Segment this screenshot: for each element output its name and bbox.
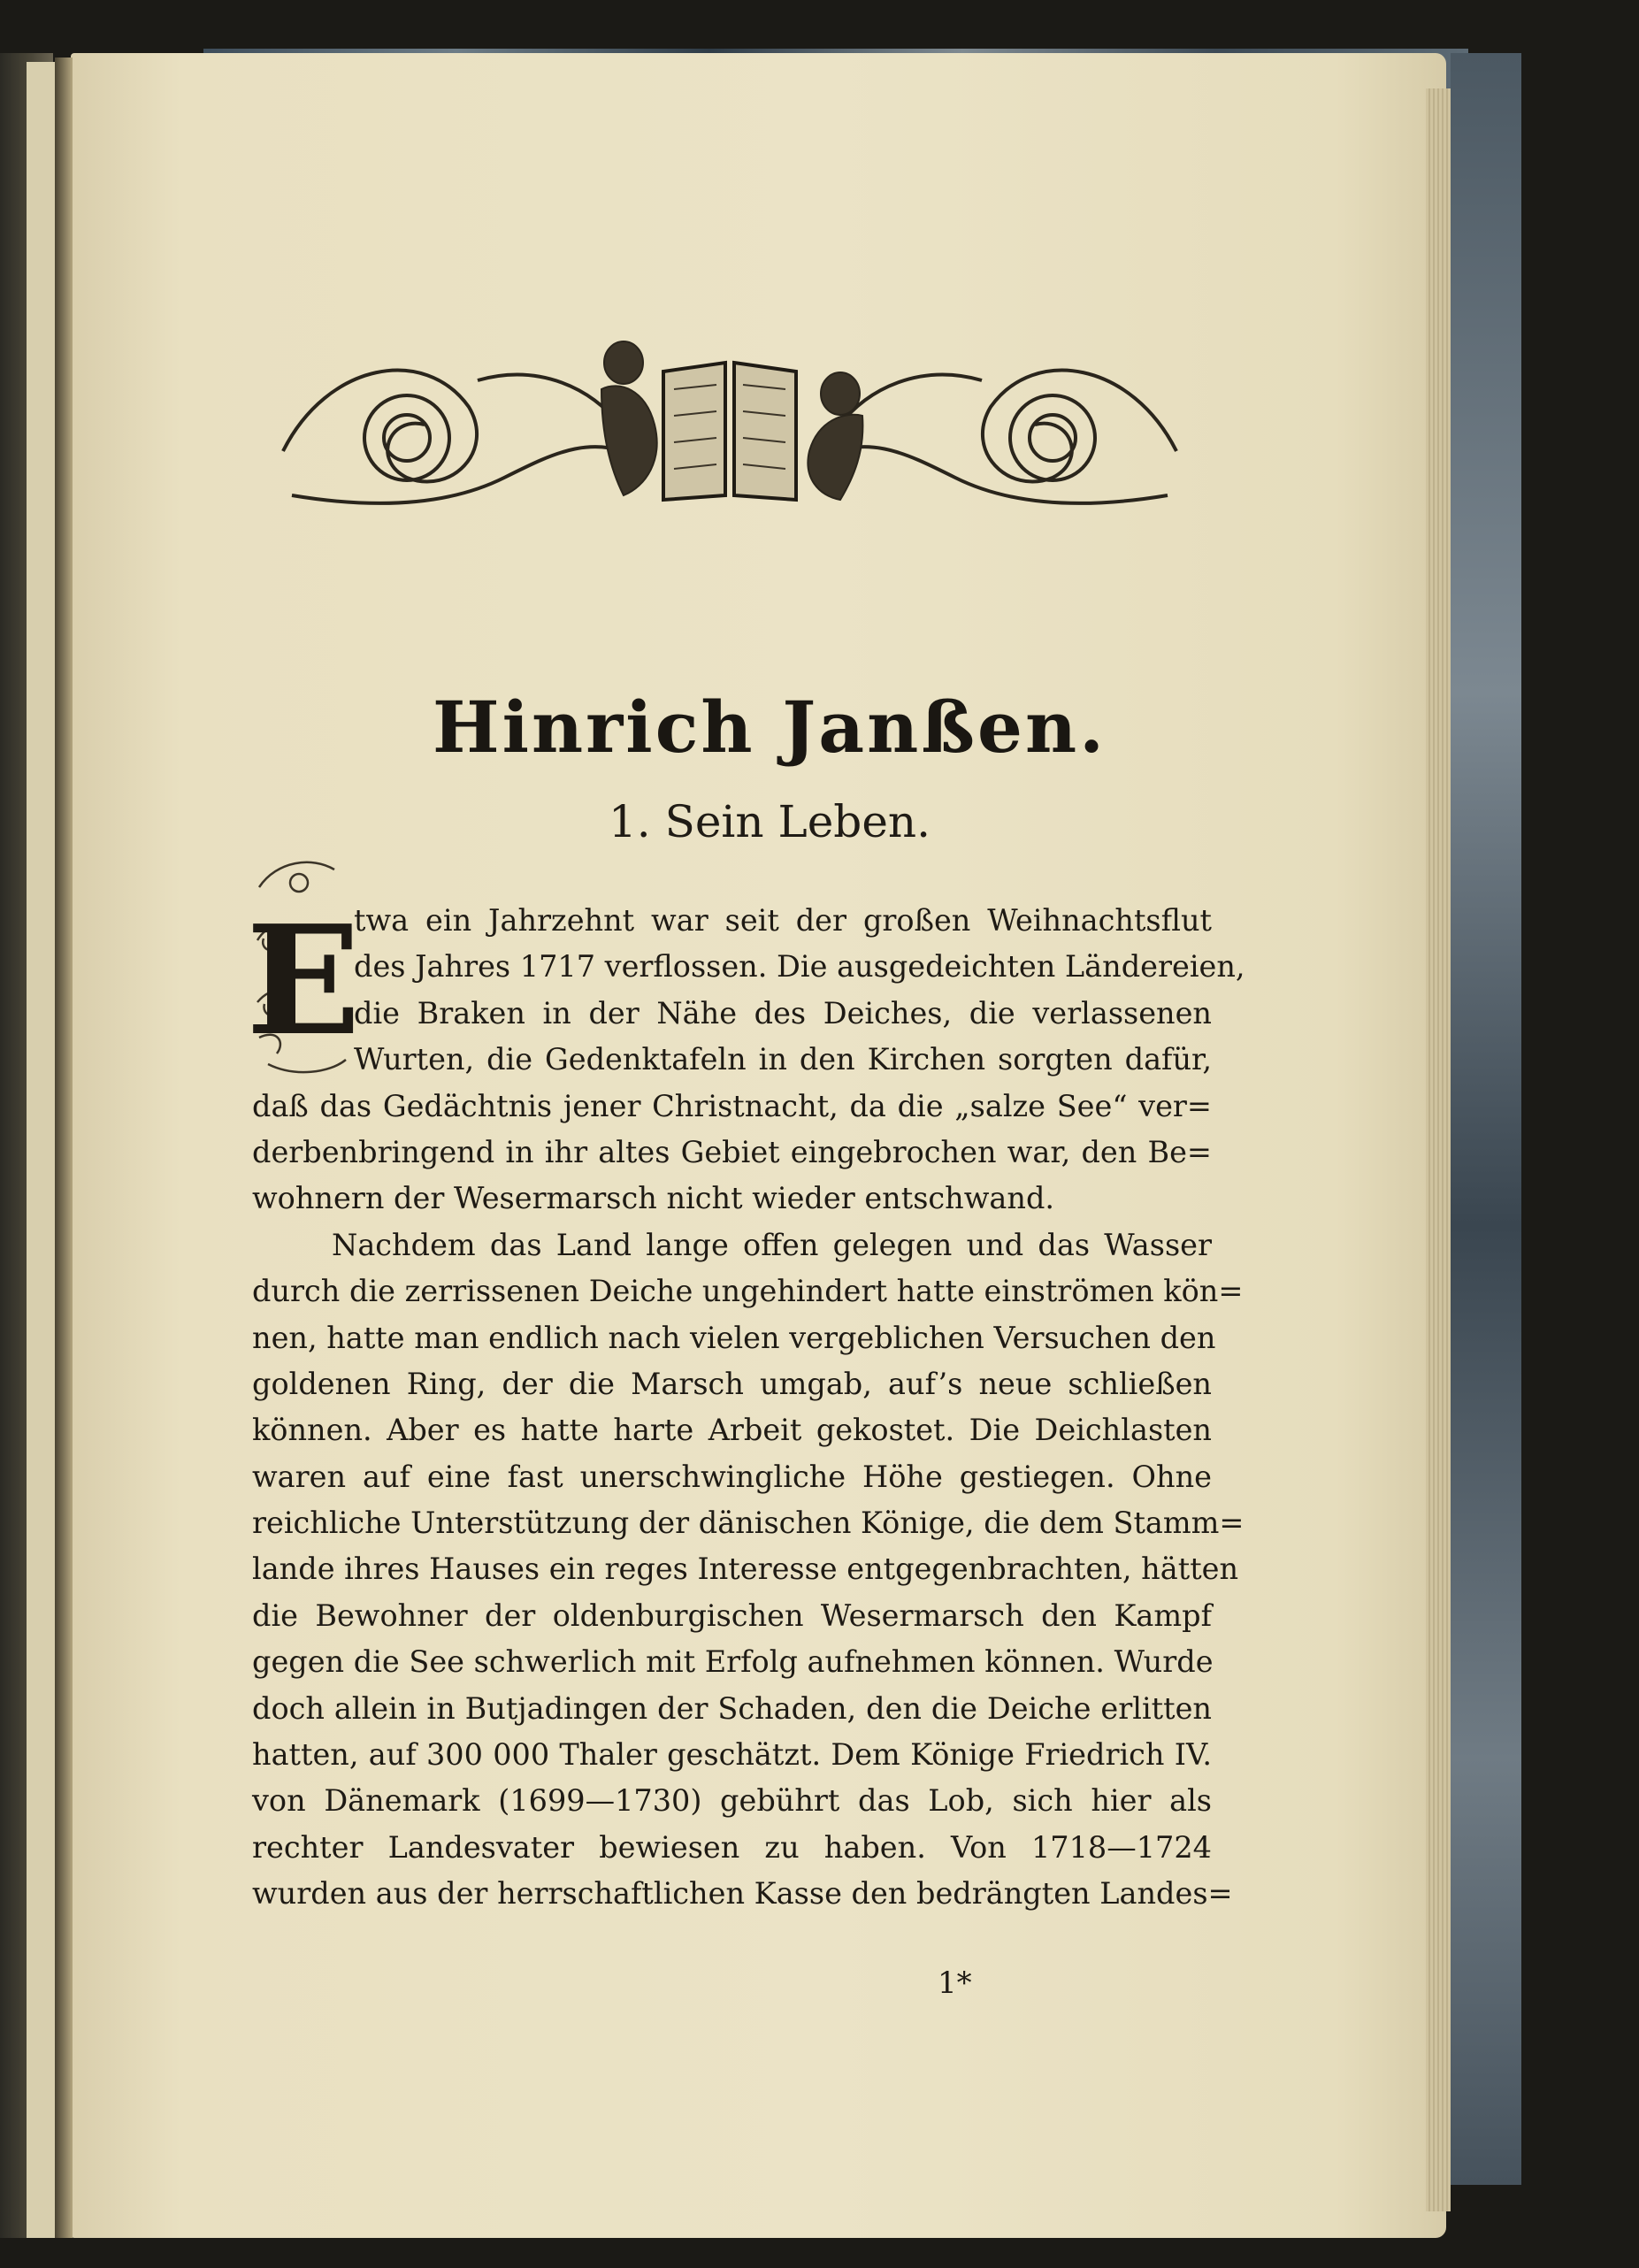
- body-text: [252, 898, 1245, 1918]
- text-line: die Braken in der Nähe des Deiches, die verlassenen: [354, 995, 1212, 1031]
- text-line: des Jahres 1717 verflossen. Die ausgedeichten Ländereien,: [354, 949, 1245, 985]
- section-heading: 1. Sein Leben.: [608, 796, 931, 847]
- text-line: Nachdem das Land lange offen gelegen und das Wasser: [332, 1227, 1212, 1262]
- marbled-cover-right: [1451, 53, 1521, 2185]
- text-line: gegen die See schwerlich mit Erfolg aufnehmen können. Wurde: [252, 1644, 1214, 1680]
- text-line: wurden aus der herrschaftlichen Kasse den bedrängten Landes=: [252, 1876, 1233, 1912]
- text-line: daß das Gedächtnis jener Christnacht, da die „salze See“ ver=: [252, 1088, 1212, 1123]
- text-line: Wurten, die Gedenktafeln in den Kirchen sorgten dafür,: [354, 1042, 1212, 1077]
- text-line: doch allein in Butjadingen der Schaden, den die Deiche erlitten: [252, 1690, 1212, 1726]
- text-line: von Dänemark (1699—1730) gebührt das Lob, sich hier als: [252, 1783, 1212, 1819]
- text-line: durch die zerrissenen Deiche ungehindert hatte einströmen kön=: [252, 1274, 1244, 1309]
- page-number: 1*: [938, 1965, 972, 2001]
- text-line: reichliche Unterstützung der dänischen Könige, die dem Stamm=: [252, 1506, 1245, 1541]
- text-line: hatten, auf 300 000 Thaler geschätzt. Dem Könige Friedrich IV.: [252, 1737, 1212, 1773]
- text-line: waren auf eine fast unerschwingliche Höhe gestiegen. Ohne: [252, 1459, 1212, 1494]
- text-line: nen, hatte man endlich nach vielen vergeblichen Versuchen den: [252, 1320, 1216, 1355]
- page-gutter: [55, 57, 73, 2238]
- initial-letter: E: [246, 893, 361, 1069]
- text-line: derbenbringend in ihr altes Gebiet eingebrochen war, den Be=: [252, 1134, 1212, 1169]
- text-line: rechter Landesvater bewiesen zu haben. Von 1718—1724: [252, 1829, 1212, 1865]
- text-line: wohnern der Wesermarsch nicht wieder entschwand.: [252, 1181, 1055, 1216]
- chapter-title: Hinrich Janßen.: [433, 686, 1107, 769]
- text-line: können. Aber es hatte harte Arbeit gekostet. Die Deichlasten: [252, 1413, 1212, 1448]
- page-edges: [1426, 88, 1451, 2211]
- text-line: twa ein Jahrzehnt war seit der großen Weihnachtsflut: [354, 903, 1212, 938]
- text-line: die Bewohner der oldenburgischen Wesermarsch den Kampf: [252, 1598, 1212, 1633]
- text-line: goldenen Ring, der die Marsch umgab, auf’s neue schließen: [252, 1366, 1212, 1401]
- ornamental-headpiece: [274, 327, 1185, 517]
- text-line: lande ihres Hauses ein reges Interesse entgegenbrachten, hätten: [252, 1552, 1239, 1587]
